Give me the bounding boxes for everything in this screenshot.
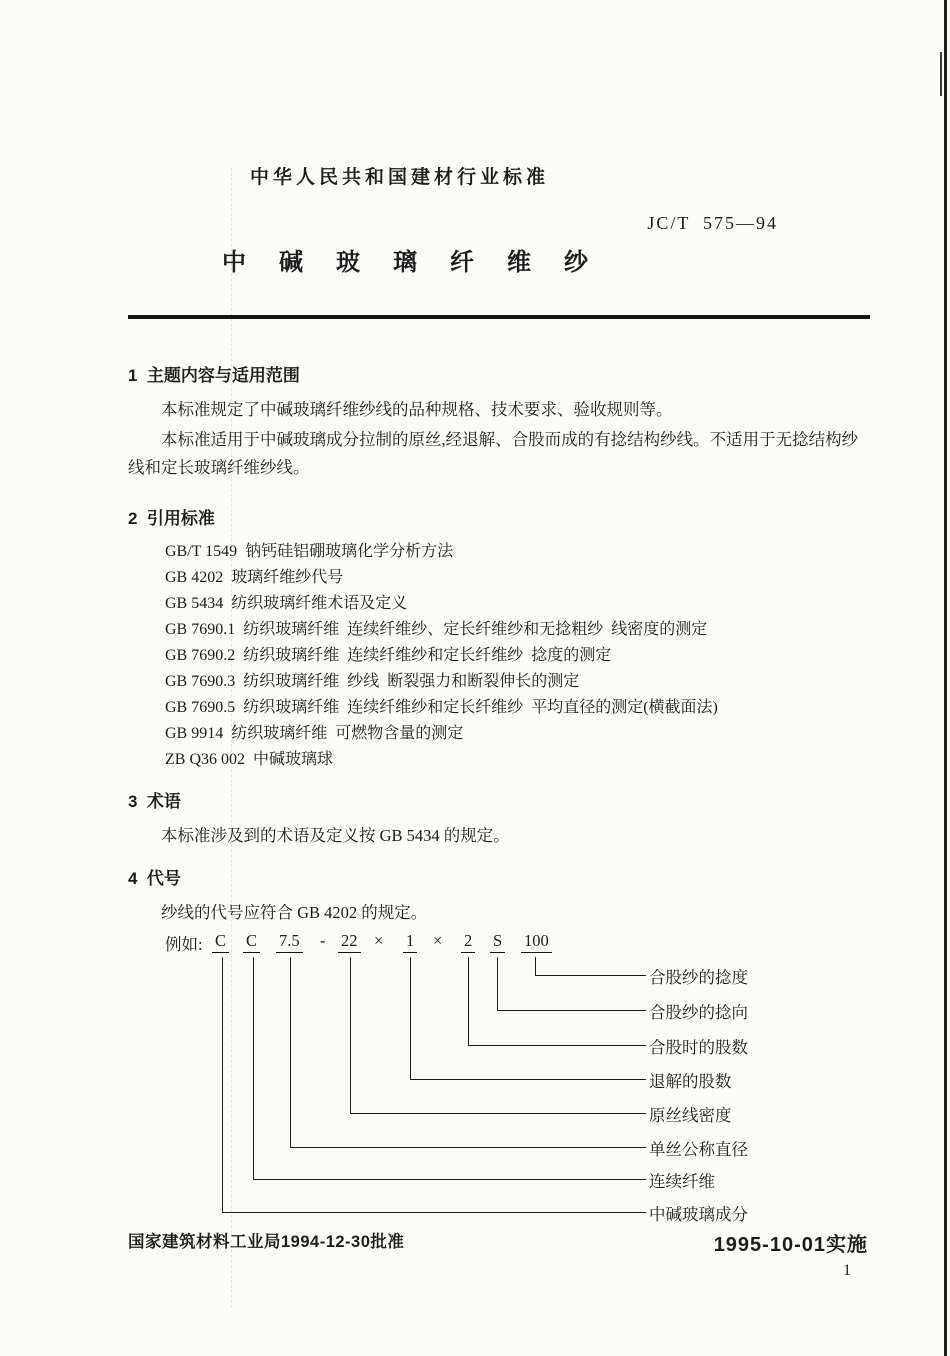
standard-category-label: 中华人民共和国建材行业标准 <box>250 167 550 188</box>
reference-item: GB 7690.2 纺织玻璃纤维 连续纤维纱和定长纤维纱 捻度的测定 <box>165 647 612 664</box>
callout-label-ply-twist-level: 合股纱的捻度 <box>649 968 748 987</box>
callout-label-linear-density: 原丝线密度 <box>649 1106 732 1125</box>
reference-item: ZB Q36 002 中碱玻璃球 <box>165 751 334 768</box>
callout-label-glass-composition: 中碱玻璃成分 <box>649 1205 748 1224</box>
approval-statement: 国家建筑材料工业局1994-12-30批准 <box>128 1233 405 1251</box>
section-2-heading: 2 引用标准 <box>128 509 215 528</box>
section-1-heading: 1 主题内容与适用范围 <box>128 366 300 385</box>
reference-item: GB 7690.1 纺织玻璃纤维 连续纤维纱、定长纤维纱和无捻粗纱 线密度的测定 <box>165 621 708 638</box>
document-number: JC/T 575—94 <box>647 213 778 233</box>
section-1-paragraph-1: 本标准规定了中碱玻璃纤维纱线的品种规格、技术要求、验收规则等。 <box>161 400 673 419</box>
code-part-twist-direction: S <box>490 931 505 953</box>
reference-item: GB 4202 玻璃纤维纱代号 <box>165 569 344 586</box>
reference-item: GB 7690.3 纺织玻璃纤维 纱线 断裂强力和断裂伸长的测定 <box>165 673 580 690</box>
title-divider-rule <box>128 315 870 319</box>
code-part-multiply-sign: × <box>374 931 384 950</box>
page-number: 1 <box>843 1262 851 1279</box>
callout-label-ply-twist-direction: 合股纱的捻向 <box>649 1003 748 1022</box>
callout-label-plied-strands: 合股时的股数 <box>649 1038 748 1057</box>
code-part-unwinding-strands: 1 <box>403 931 417 953</box>
section-1-paragraph-2: 本标准适用于中碱玻璃成分拉制的原丝,经退解、合股而成的有捻结构纱线。不适用于无捻结构纱线和定长玻璃纤维纱线。 <box>128 430 859 477</box>
section-4-heading: 4 代号 <box>128 869 181 888</box>
reference-item: GB 5434 纺织玻璃纤维术语及定义 <box>165 595 408 612</box>
reference-item: GB/T 1549 钠钙硅铝硼玻璃化学分析方法 <box>165 543 454 560</box>
code-part-hyphen: - <box>320 931 326 950</box>
code-connector-line <box>222 957 646 1213</box>
code-part-glass-composition: C <box>212 931 229 953</box>
code-part-continuous-fiber: C <box>243 931 260 953</box>
section-4-paragraph: 纱线的代号应符合 GB 4202 的规定。 <box>161 903 428 922</box>
section-3-heading: 3 术语 <box>128 792 181 811</box>
reference-item: GB 9914 纺织玻璃纤维 可燃物含量的测定 <box>165 725 464 742</box>
callout-label-continuous-fiber: 连续纤维 <box>649 1172 715 1191</box>
code-part-twist-level: 100 <box>521 931 552 953</box>
designation-callout-diagram <box>128 957 870 1223</box>
designation-example-row <box>128 931 870 957</box>
callout-label-unwinding-strands: 退解的股数 <box>649 1072 732 1091</box>
callout-label-filament-diameter: 单丝公称直径 <box>649 1140 748 1159</box>
code-part-linear-density: 22 <box>338 931 361 953</box>
code-part-plied-strands: 2 <box>461 931 475 953</box>
code-part-multiply-sign: × <box>433 931 443 950</box>
document-title: 中碱玻璃纤维纱 <box>222 249 621 276</box>
code-part-filament-diameter: 7.5 <box>276 931 303 953</box>
reference-list <box>128 539 870 773</box>
section-3-paragraph: 本标准涉及到的术语及定义按 GB 5434 的规定。 <box>161 826 510 845</box>
reference-item: GB 7690.5 纺织玻璃纤维 连续纤维纱和定长纤维纱 平均直径的测定(横截面法) <box>165 699 718 716</box>
example-prefix-label: 例如: <box>165 935 203 954</box>
implementation-date: 1995-10-01实施 <box>713 1234 868 1256</box>
